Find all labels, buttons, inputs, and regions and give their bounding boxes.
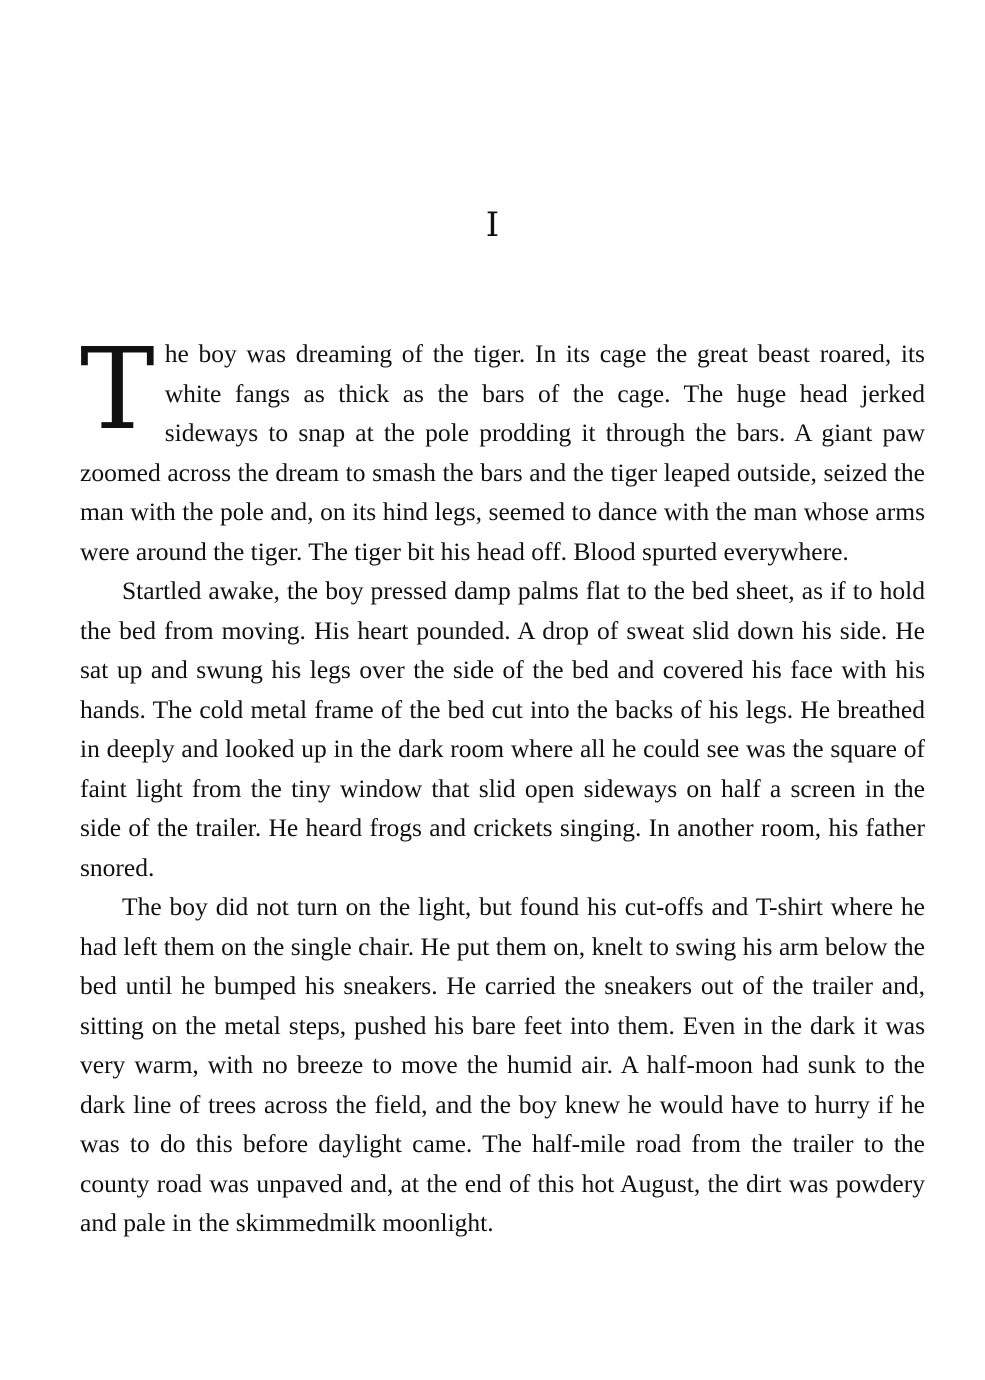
paragraph-1-text: he boy was dreaming of the tiger. In its cage the great beast roared, its white fangs as thick as the bars of the cage. The huge head jerked sideways to snap at the pole prodding it through the bars. A giant paw zoomed across the dream to smash the bars and the tiger leaped outside, seized the man with the pole and, on its hind legs, seemed to dance with the man whose arms were around the tiger. The tiger bit his head off. Blood spurted everywhere. (80, 339, 925, 566)
drop-cap: T (80, 325, 155, 455)
paragraph-3: The boy did not turn on the light, but found his cut-offs and T-shirt where he had left them on the single chair. He put them on, knelt to swing his arm below the bed until he bumped his sneakers. He carried the sneakers out of the trailer and, sitting on the metal steps, pushed his bare feet into them. Even in the dark it was very warm, with no breeze to move the humid air. A half-moon had sunk to the dark line of trees across the field, and the boy knew he would have to hurry if he was to do this before daylight came. The half-mile road from the trailer to the county road was unpaved and, at the end of this hot August, the dirt was powdery and pale in the skimmedmilk moonlight. (80, 892, 925, 1237)
chapter-body (80, 325, 925, 1243)
paragraph-1 (80, 325, 925, 571)
chapter-number: I (485, 205, 500, 245)
paragraph-2: Startled awake, the boy pressed damp palms flat to the bed sheet, as if to hold the bed from moving. His heart pounded. A drop of sweat slid down his side. He sat up and swung his legs over the side of the bed and covered his face with his hands. The cold metal frame of the bed cut into the backs of his legs. He breathed in deeply and looked up in the dark room where all he could see was the square of faint light from the tiny window that slid open sideways on half a screen in the side of the trailer. He heard frogs and crickets singing. In another room, his father snored. (80, 576, 925, 882)
